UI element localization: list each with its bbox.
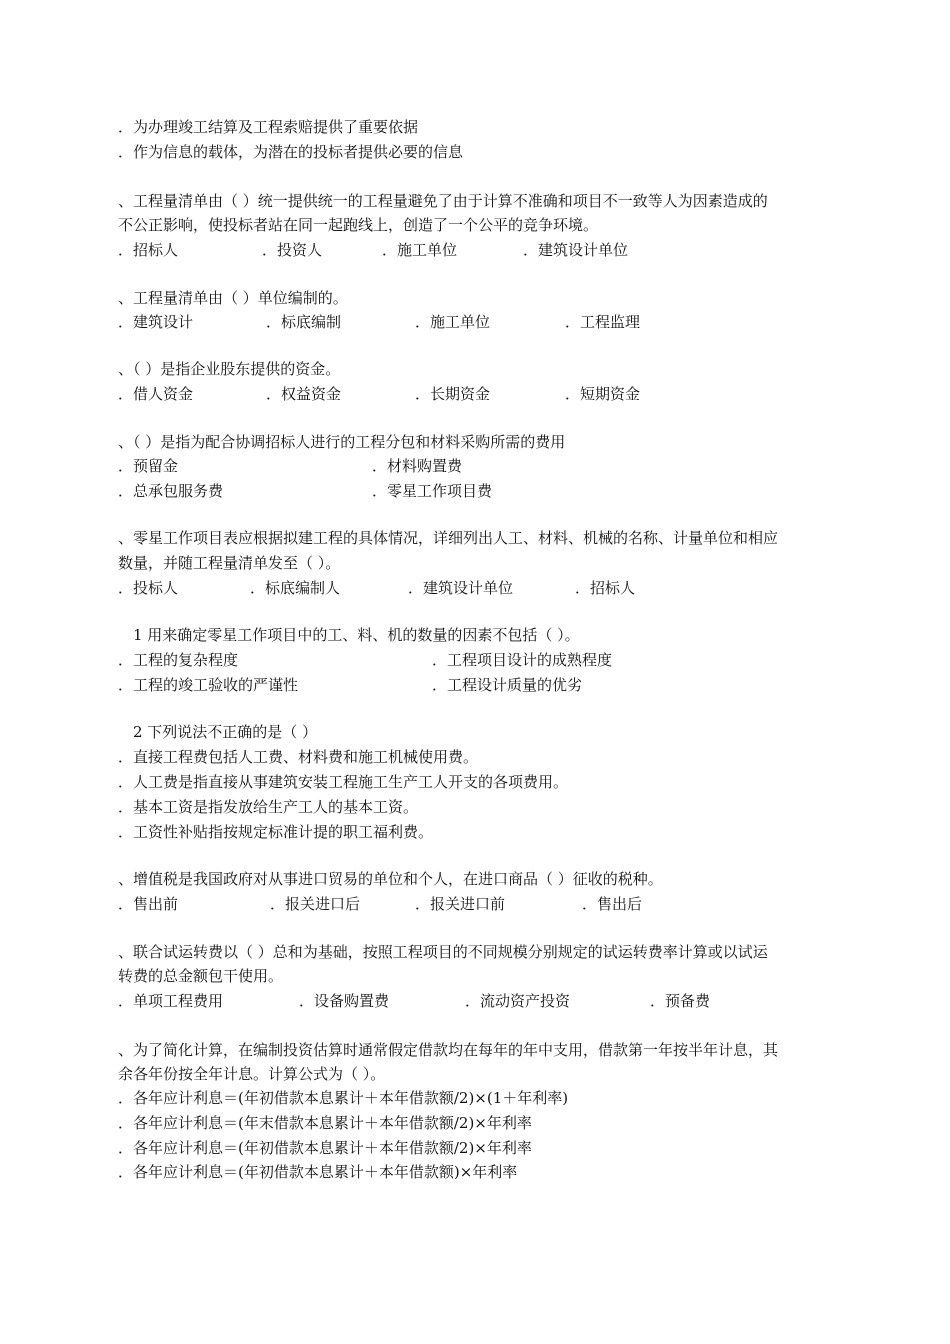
option-d: ．短期资金 xyxy=(565,385,641,403)
option-d: ．各年应计利息＝(年初借款本息累计＋本年借款额)×年利率 xyxy=(118,1163,518,1181)
option-d: ．工资性补贴指按规定标准计提的职工福利费。 xyxy=(118,823,434,841)
option-c: ．基本工资是指发放给生产工人的基本工资。 xyxy=(118,798,419,816)
option-c: ．各年应计利息＝(年初借款本息累计＋本年借款额/2)×年利率 xyxy=(118,1139,532,1157)
option-b: ．投资人 xyxy=(262,241,323,259)
option-b: ．人工费是指直接从事建筑安装工程施工生产工人开支的各项费用。 xyxy=(118,773,569,791)
option-c: ．施工单位 xyxy=(382,241,458,259)
option-a: ．各年应计利息＝(年初借款本息累计＋本年借款额/2)×(1＋年利率) xyxy=(118,1089,569,1107)
option-d: ．预备费 xyxy=(650,992,711,1010)
option-a: ．售出前 xyxy=(118,895,179,913)
option-a: ．建筑设计 xyxy=(118,313,194,331)
option-a: ．投标人 xyxy=(118,579,179,597)
question-stem-cont: 转费的总金额包干使用。 xyxy=(118,967,284,985)
option-a: ．直接工程费包括人工费、材料费和施工机械使用费。 xyxy=(118,748,479,766)
option-a: ．招标人 xyxy=(118,241,179,259)
question-stem: 2 下列说法不正确的是（ ） xyxy=(133,723,318,741)
option-b: ．设备购置费 xyxy=(299,992,390,1010)
option-d: ．工程设计质量的优劣 xyxy=(432,676,583,694)
question-stem: 、零星工作项目表应根据拟建工程的具体情况，详细列出人工、材料、机械的名称、计量单位和相应 xyxy=(118,529,779,547)
option-c: ．工程的竣工验收的严谨性 xyxy=(118,676,299,694)
option-d: ．工程监理 xyxy=(565,313,641,331)
option-a: ．工程的复杂程度 xyxy=(118,651,239,669)
option-b: ．材料购置费 xyxy=(372,457,463,475)
option-b: ．报关进口后 xyxy=(270,895,361,913)
question-stem: 、联合试运转费以（ ）总和为基础，按照工程项目的不同规模分别规定的试运转费率计算或以试运 xyxy=(118,943,768,961)
option-d: ．招标人 xyxy=(575,579,636,597)
option-a: ．借人资金 xyxy=(118,385,194,403)
option-c: ．报关进口前 xyxy=(415,895,506,913)
option-b: ．权益资金 xyxy=(266,385,342,403)
option-c: ．流动资产投资 xyxy=(465,992,571,1010)
option-c: ．总承包服务费 xyxy=(118,482,224,500)
option-a: ．单项工程费用 xyxy=(118,992,224,1010)
option-b: ．工程项目设计的成熟程度 xyxy=(432,651,613,669)
question-stem-cont: 数量，并随工程量清单发至（ ）。 xyxy=(118,554,341,572)
option-line: ．作为信息的载体，为潜在的投标者提供必要的信息 xyxy=(118,143,464,161)
option-b: ．标底编制人 xyxy=(250,579,341,597)
question-stem: 1 用来确定零星工作项目中的工、料、机的数量的因素不包括（ ）。 xyxy=(133,626,580,644)
option-d: ．售出后 xyxy=(582,895,643,913)
option-b: ．各年应计利息＝(年末借款本息累计＋本年借款额/2)×年利率 xyxy=(118,1114,532,1132)
question-stem-cont: 不公正影响，使投标者站在同一起跑线上，创造了一个公平的竞争环境。 xyxy=(118,216,599,234)
option-c: ．施工单位 xyxy=(415,313,491,331)
option-b: ．标底编制 xyxy=(266,313,342,331)
option-c: ．长期资金 xyxy=(415,385,491,403)
question-stem: 、（ ）是指企业股东提供的资金。 xyxy=(118,360,341,378)
option-line: ．为办理竣工结算及工程索赔提供了重要依据 xyxy=(118,118,419,136)
question-stem: 、工程量清单由（ ）单位编制的。 xyxy=(118,289,348,307)
question-stem-cont: 余各年份按全年计息。计算公式为（ ）。 xyxy=(118,1065,386,1083)
question-stem: 、（ ）是指为配合协调招标人进行的工程分包和材料采购所需的费用 xyxy=(118,433,566,451)
option-d: ．零星工作项目费 xyxy=(372,482,493,500)
option-d: ．建筑设计单位 xyxy=(523,241,629,259)
question-stem: 、为了简化计算，在编制投资估算时通常假定借款均在每年的年中支用，借款第一年按半年计息，其 xyxy=(118,1041,779,1059)
option-a: ．预留金 xyxy=(118,457,179,475)
option-c: ．建筑设计单位 xyxy=(408,579,514,597)
question-stem: 、工程量清单由（ ）统一提供统一的工程量避免了由于计算不准确和项目不一致等人为因素造成的 xyxy=(118,192,768,210)
question-stem: 、增值税是我国政府对从事进口贸易的单位和个人，在进口商品（ ）征收的税种。 xyxy=(118,870,663,888)
